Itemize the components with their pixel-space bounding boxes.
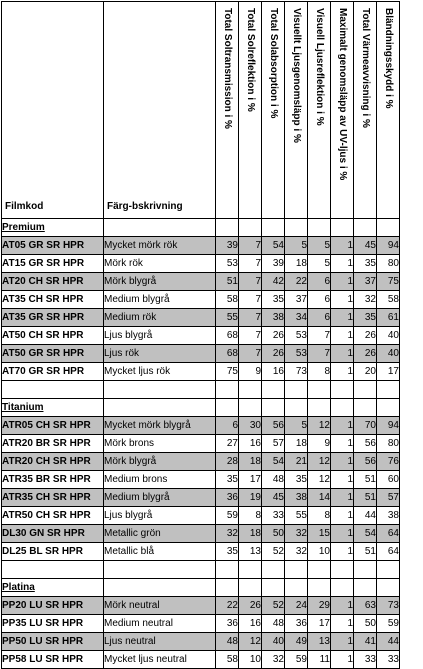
empty-cell [216, 381, 239, 399]
value-cell: 57 [377, 489, 400, 507]
table-row [2, 345, 400, 363]
section-row [2, 399, 400, 417]
value-cell: 19 [239, 489, 262, 507]
value-cell: 8 [308, 363, 331, 381]
value-cell: 53 [216, 255, 239, 273]
empty-cell [354, 561, 377, 579]
value-cell: 1 [331, 633, 354, 651]
value-cell: 12 [239, 633, 262, 651]
value-cell: 68 [216, 327, 239, 345]
value-cell: 94 [377, 237, 400, 255]
value-cell: 45 [262, 489, 285, 507]
empty-cell [262, 579, 285, 597]
section-title: Platina [2, 579, 104, 597]
value-cell: 56 [354, 435, 377, 453]
value-cell: 35 [216, 543, 239, 561]
value-cell: 1 [331, 327, 354, 345]
value-cell: 53 [285, 327, 308, 345]
value-cell: 33 [262, 507, 285, 525]
table-row [2, 291, 400, 309]
value-cell: 6 [308, 309, 331, 327]
value-cell: 40 [377, 327, 400, 345]
value-cell: 38 [262, 309, 285, 327]
empty-cell [285, 579, 308, 597]
header-max-uv-genomslapp [331, 2, 354, 219]
film-code-cell: ATR20 CH SR HPR [2, 453, 104, 471]
table-row [2, 633, 400, 651]
value-cell: 1 [331, 345, 354, 363]
value-cell: 12 [308, 417, 331, 435]
value-cell: 35 [354, 309, 377, 327]
value-cell: 11 [308, 651, 331, 669]
value-cell: 37 [285, 291, 308, 309]
value-cell: 1 [331, 615, 354, 633]
header-total-solreflektion [239, 2, 262, 219]
value-cell: 48 [262, 471, 285, 489]
value-cell: 36 [216, 489, 239, 507]
color-description-cell: Medium brons [104, 471, 216, 489]
value-cell: 51 [354, 489, 377, 507]
value-cell: 16 [239, 615, 262, 633]
header-label: Total Solreflektion i % [245, 8, 256, 112]
value-cell: 39 [216, 237, 239, 255]
value-cell: 10 [308, 543, 331, 561]
table-row [2, 507, 400, 525]
value-cell: 28 [216, 453, 239, 471]
value-cell: 52 [262, 597, 285, 615]
empty-cell [354, 399, 377, 417]
table-row [2, 525, 400, 543]
color-description-cell: Mycket mörk blygrå [104, 417, 216, 435]
table-row [2, 237, 400, 255]
table-row [2, 435, 400, 453]
spacer-row [2, 381, 400, 399]
value-cell: 57 [262, 435, 285, 453]
value-cell: 80 [377, 435, 400, 453]
header-visuell-ljusreflektion [308, 2, 331, 219]
value-cell: 55 [216, 309, 239, 327]
value-cell: 10 [239, 651, 262, 669]
value-cell: 20 [354, 363, 377, 381]
value-cell: 33 [354, 651, 377, 669]
value-cell: 13 [239, 543, 262, 561]
value-cell: 7 [308, 327, 331, 345]
film-code-cell: ATR05 CH SR HPR [2, 417, 104, 435]
section-row [2, 219, 400, 237]
empty-cell [104, 561, 216, 579]
color-description-cell: Medium blygrå [104, 291, 216, 309]
value-cell: 1 [331, 489, 354, 507]
empty-cell [216, 561, 239, 579]
value-cell: 6 [308, 273, 331, 291]
value-cell: 1 [331, 471, 354, 489]
table-row [2, 543, 400, 561]
value-cell: 14 [308, 489, 331, 507]
value-cell: 7 [239, 309, 262, 327]
film-code-cell: AT50 GR SR HPR [2, 345, 104, 363]
value-cell: 22 [216, 597, 239, 615]
section-title: Premium [2, 219, 104, 237]
value-cell: 50 [262, 525, 285, 543]
empty-cell [331, 381, 354, 399]
empty-cell [104, 579, 216, 597]
value-cell: 6 [308, 291, 331, 309]
value-cell: 1 [331, 273, 354, 291]
value-cell: 54 [262, 237, 285, 255]
empty-cell [239, 399, 262, 417]
table-row [2, 615, 400, 633]
header-label: Visuell Ljusreflektion i % [314, 8, 325, 126]
spacer-row [2, 561, 400, 579]
empty-cell [104, 219, 216, 237]
table-row [2, 309, 400, 327]
table-row [2, 489, 400, 507]
value-cell: 7 [239, 255, 262, 273]
value-cell: 41 [354, 633, 377, 651]
table-row [2, 417, 400, 435]
value-cell: 26 [262, 327, 285, 345]
value-cell: 45 [354, 237, 377, 255]
value-cell: 1 [331, 597, 354, 615]
film-code-cell: ATR35 CH SR HPR [2, 489, 104, 507]
table-row [2, 327, 400, 345]
color-description-cell: Medium blygrå [104, 489, 216, 507]
value-cell: 53 [285, 345, 308, 363]
empty-cell [285, 219, 308, 237]
value-cell: 1 [331, 651, 354, 669]
color-description-cell: Mycket ljus neutral [104, 651, 216, 669]
color-description-cell: Mörk neutral [104, 597, 216, 615]
value-cell: 15 [308, 525, 331, 543]
film-code-cell: ATR35 BR SR HPR [2, 471, 104, 489]
empty-cell [377, 561, 400, 579]
empty-cell [354, 381, 377, 399]
empty-cell [308, 399, 331, 417]
value-cell: 1 [331, 237, 354, 255]
value-cell: 32 [285, 525, 308, 543]
value-cell: 1 [331, 363, 354, 381]
value-cell: 94 [377, 417, 400, 435]
film-code-cell: PP58 LU SR HPR [2, 651, 104, 669]
value-cell: 18 [239, 453, 262, 471]
color-description-cell: Mörk rök [104, 255, 216, 273]
film-code-cell: AT35 CH SR HPR [2, 291, 104, 309]
value-cell: 38 [285, 489, 308, 507]
color-description-cell: Ljus rök [104, 345, 216, 363]
empty-cell [104, 399, 216, 417]
header-label: Visuellt Ljusgenomsläpp i % [291, 8, 302, 143]
table-row [2, 597, 400, 615]
value-cell: 18 [285, 435, 308, 453]
film-code-cell: PP50 LU SR HPR [2, 633, 104, 651]
header-visuellt-ljusgenomslapp [285, 2, 308, 219]
color-description-cell: Ljus neutral [104, 633, 216, 651]
color-description-cell: Mörk blygrå [104, 273, 216, 291]
color-description-cell: Medium rök [104, 309, 216, 327]
film-code-cell: AT50 CH SR HPR [2, 327, 104, 345]
header-total-solabsorption [262, 2, 285, 219]
value-cell: 13 [308, 633, 331, 651]
value-cell: 73 [377, 597, 400, 615]
value-cell: 35 [354, 255, 377, 273]
value-cell: 9 [308, 435, 331, 453]
color-description-cell: Mycket ljus rök [104, 363, 216, 381]
empty-cell [377, 219, 400, 237]
value-cell: 8 [308, 507, 331, 525]
color-description-cell: Metallic blå [104, 543, 216, 561]
value-cell: 16 [239, 435, 262, 453]
section-row [2, 579, 400, 597]
film-code-cell: ATR50 CH SR HPR [2, 507, 104, 525]
empty-cell [308, 561, 331, 579]
header-label: Bländningsskydd i % [383, 8, 394, 109]
film-code-cell: AT35 GR SR HPR [2, 309, 104, 327]
empty-cell [262, 381, 285, 399]
empty-cell [331, 219, 354, 237]
value-cell: 40 [262, 633, 285, 651]
empty-cell [354, 219, 377, 237]
empty-cell [377, 381, 400, 399]
value-cell: 56 [262, 417, 285, 435]
empty-cell [2, 381, 104, 399]
value-cell: 26 [354, 345, 377, 363]
header-label: Total Soltransmission i % [222, 8, 233, 129]
header-label: Total Värmeavvisning i % [360, 8, 371, 128]
empty-cell [2, 561, 104, 579]
color-description-cell: Medium neutral [104, 615, 216, 633]
value-cell: 75 [216, 363, 239, 381]
empty-cell [262, 561, 285, 579]
table-row [2, 273, 400, 291]
value-cell: 1 [331, 525, 354, 543]
empty-cell [331, 399, 354, 417]
value-cell: 36 [285, 615, 308, 633]
value-cell: 59 [216, 507, 239, 525]
value-cell: 17 [377, 363, 400, 381]
value-cell: 52 [262, 543, 285, 561]
value-cell: 73 [285, 363, 308, 381]
empty-cell [377, 579, 400, 597]
section-title: Titanium [2, 399, 104, 417]
value-cell: 51 [216, 273, 239, 291]
value-cell: 59 [285, 651, 308, 669]
value-cell: 54 [262, 453, 285, 471]
value-cell: 42 [262, 273, 285, 291]
empty-cell [331, 579, 354, 597]
empty-cell [354, 579, 377, 597]
empty-cell [331, 561, 354, 579]
value-cell: 12 [308, 471, 331, 489]
film-code-cell: AT70 GR SR HPR [2, 363, 104, 381]
value-cell: 26 [239, 597, 262, 615]
header-label: Total Solabsorption i % [268, 8, 279, 119]
empty-cell [262, 399, 285, 417]
value-cell: 61 [377, 309, 400, 327]
value-cell: 59 [377, 615, 400, 633]
value-cell: 16 [262, 363, 285, 381]
value-cell: 18 [285, 255, 308, 273]
film-code-cell: DL25 BL SR HPR [2, 543, 104, 561]
color-description-cell: Ljus blygrå [104, 507, 216, 525]
empty-cell [285, 561, 308, 579]
value-cell: 6 [216, 417, 239, 435]
value-cell: 9 [239, 363, 262, 381]
value-cell: 18 [239, 525, 262, 543]
value-cell: 51 [354, 471, 377, 489]
empty-cell [308, 381, 331, 399]
header-row [2, 2, 400, 219]
value-cell: 60 [377, 471, 400, 489]
color-description-cell: Mycket mörk rök [104, 237, 216, 255]
value-cell: 30 [239, 417, 262, 435]
value-cell: 58 [377, 291, 400, 309]
value-cell: 44 [354, 507, 377, 525]
value-cell: 7 [239, 237, 262, 255]
value-cell: 7 [239, 291, 262, 309]
value-cell: 40 [377, 345, 400, 363]
value-cell: 76 [377, 453, 400, 471]
value-cell: 58 [216, 651, 239, 669]
header-total-soltransmission [216, 2, 239, 219]
header-filmkod: Filmkod [2, 2, 104, 219]
empty-cell [216, 219, 239, 237]
value-cell: 38 [377, 507, 400, 525]
header-blandningsskydd [377, 2, 400, 219]
empty-cell [262, 219, 285, 237]
value-cell: 37 [354, 273, 377, 291]
table-row [2, 255, 400, 273]
empty-cell [216, 579, 239, 597]
value-cell: 35 [216, 471, 239, 489]
table-row [2, 471, 400, 489]
value-cell: 8 [239, 507, 262, 525]
empty-cell [239, 561, 262, 579]
value-cell: 64 [377, 543, 400, 561]
film-spec-table [1, 1, 400, 669]
value-cell: 33 [377, 651, 400, 669]
empty-cell [239, 579, 262, 597]
value-cell: 32 [262, 651, 285, 669]
value-cell: 32 [354, 291, 377, 309]
film-code-cell: AT20 CH SR HPR [2, 273, 104, 291]
value-cell: 36 [216, 615, 239, 633]
value-cell: 26 [262, 345, 285, 363]
value-cell: 32 [285, 543, 308, 561]
header-total-varmeavvisning [354, 2, 377, 219]
table-body [2, 219, 400, 669]
value-cell: 5 [308, 255, 331, 273]
value-cell: 51 [354, 543, 377, 561]
value-cell: 1 [331, 417, 354, 435]
value-cell: 35 [285, 471, 308, 489]
empty-cell [104, 381, 216, 399]
color-description-cell: Mörk brons [104, 435, 216, 453]
film-code-cell: DL30 GN SR HPR [2, 525, 104, 543]
value-cell: 48 [216, 633, 239, 651]
value-cell: 39 [262, 255, 285, 273]
film-code-cell: AT15 GR SR HPR [2, 255, 104, 273]
empty-cell [239, 381, 262, 399]
color-description-cell: Ljus blygrå [104, 327, 216, 345]
value-cell: 68 [216, 345, 239, 363]
film-code-cell: ATR20 BR SR HPR [2, 435, 104, 453]
value-cell: 58 [216, 291, 239, 309]
color-description-cell: Metallic grön [104, 525, 216, 543]
film-code-cell: AT05 GR SR HPR [2, 237, 104, 255]
value-cell: 29 [308, 597, 331, 615]
value-cell: 1 [331, 543, 354, 561]
value-cell: 1 [331, 507, 354, 525]
value-cell: 34 [285, 309, 308, 327]
value-cell: 7 [239, 327, 262, 345]
empty-cell [216, 399, 239, 417]
value-cell: 75 [377, 273, 400, 291]
film-code-cell: PP35 LU SR HPR [2, 615, 104, 633]
value-cell: 35 [262, 291, 285, 309]
value-cell: 21 [285, 453, 308, 471]
value-cell: 5 [308, 237, 331, 255]
empty-cell [285, 399, 308, 417]
header-label: Maximalt genomsläpp av UV-ljus i % [337, 8, 348, 181]
value-cell: 5 [285, 417, 308, 435]
table-row [2, 363, 400, 381]
value-cell: 7 [308, 345, 331, 363]
value-cell: 32 [216, 525, 239, 543]
value-cell: 54 [354, 525, 377, 543]
value-cell: 1 [331, 291, 354, 309]
value-cell: 22 [285, 273, 308, 291]
value-cell: 55 [285, 507, 308, 525]
value-cell: 1 [331, 453, 354, 471]
empty-cell [308, 579, 331, 597]
value-cell: 80 [377, 255, 400, 273]
empty-cell [377, 399, 400, 417]
value-cell: 44 [377, 633, 400, 651]
value-cell: 24 [285, 597, 308, 615]
empty-cell [239, 219, 262, 237]
value-cell: 26 [354, 327, 377, 345]
value-cell: 50 [354, 615, 377, 633]
header-farg-beskrivning: Färg-bskrivning [104, 2, 216, 219]
value-cell: 7 [239, 345, 262, 363]
value-cell: 5 [285, 237, 308, 255]
value-cell: 7 [239, 273, 262, 291]
value-cell: 27 [216, 435, 239, 453]
value-cell: 56 [354, 453, 377, 471]
color-description-cell: Mörk blygrå [104, 453, 216, 471]
value-cell: 17 [308, 615, 331, 633]
value-cell: 1 [331, 255, 354, 273]
table-row [2, 651, 400, 669]
empty-cell [308, 219, 331, 237]
value-cell: 64 [377, 525, 400, 543]
value-cell: 48 [262, 615, 285, 633]
film-code-cell: PP20 LU SR HPR [2, 597, 104, 615]
value-cell: 12 [308, 453, 331, 471]
value-cell: 17 [239, 471, 262, 489]
value-cell: 49 [285, 633, 308, 651]
value-cell: 63 [354, 597, 377, 615]
value-cell: 1 [331, 309, 354, 327]
value-cell: 1 [331, 435, 354, 453]
empty-cell [285, 381, 308, 399]
table-row [2, 453, 400, 471]
value-cell: 70 [354, 417, 377, 435]
